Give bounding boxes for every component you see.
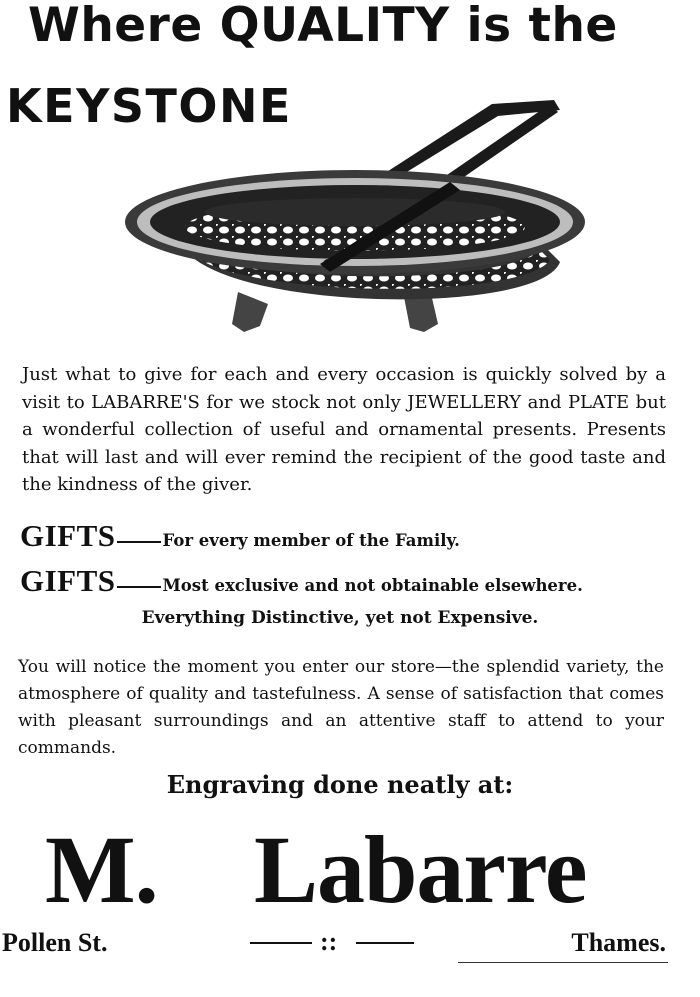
store-initial: M. (45, 816, 158, 923)
street-address: Pollen St. (2, 928, 108, 957)
notice-paragraph: You will notice the moment you enter our store—the splendid variety, the atmosphere of quality and tastefulness. A sense of satisfaction that comes with pleasant surroundings and an attentive staff to attend to your commands. (18, 657, 664, 758)
headline-line-1: Where QUALITY is the (28, 0, 618, 53)
underline-rule (458, 962, 668, 963)
gift-description: For every member of the Family. (162, 531, 460, 550)
headline-line-2: KEYSTONE (6, 79, 292, 133)
town-name: Thames. (571, 928, 666, 957)
gift-heading: GIFTS (20, 518, 116, 553)
dash-divider (117, 541, 161, 543)
gift-line (20, 518, 680, 554)
gift-line (20, 563, 680, 599)
dash-divider (117, 586, 161, 588)
separator-colons: :: (320, 927, 338, 956)
separator-rule (356, 942, 414, 944)
engraving-line: Engraving done neatly at: (166, 770, 514, 799)
separator-rule (250, 942, 312, 944)
gift-heading: GIFTS (20, 563, 116, 598)
intro-paragraph: Just what to give for each and every occasion is quickly solved by a visit to LABARRE'S for we stock not only JEWELLERY and PLATE but a wonderful collection of useful and ornamental presents. Presents that will last and will ever remind the recipient of the good taste and the kindness of the giver. (22, 364, 666, 495)
tagline: Everything Distinctive, yet not Expensive. (141, 608, 539, 628)
gift-description: Most exclusive and not obtainable elsewhere. (162, 576, 583, 595)
store-surname: Labarre (254, 816, 587, 923)
silver-dish-icon (120, 92, 590, 342)
